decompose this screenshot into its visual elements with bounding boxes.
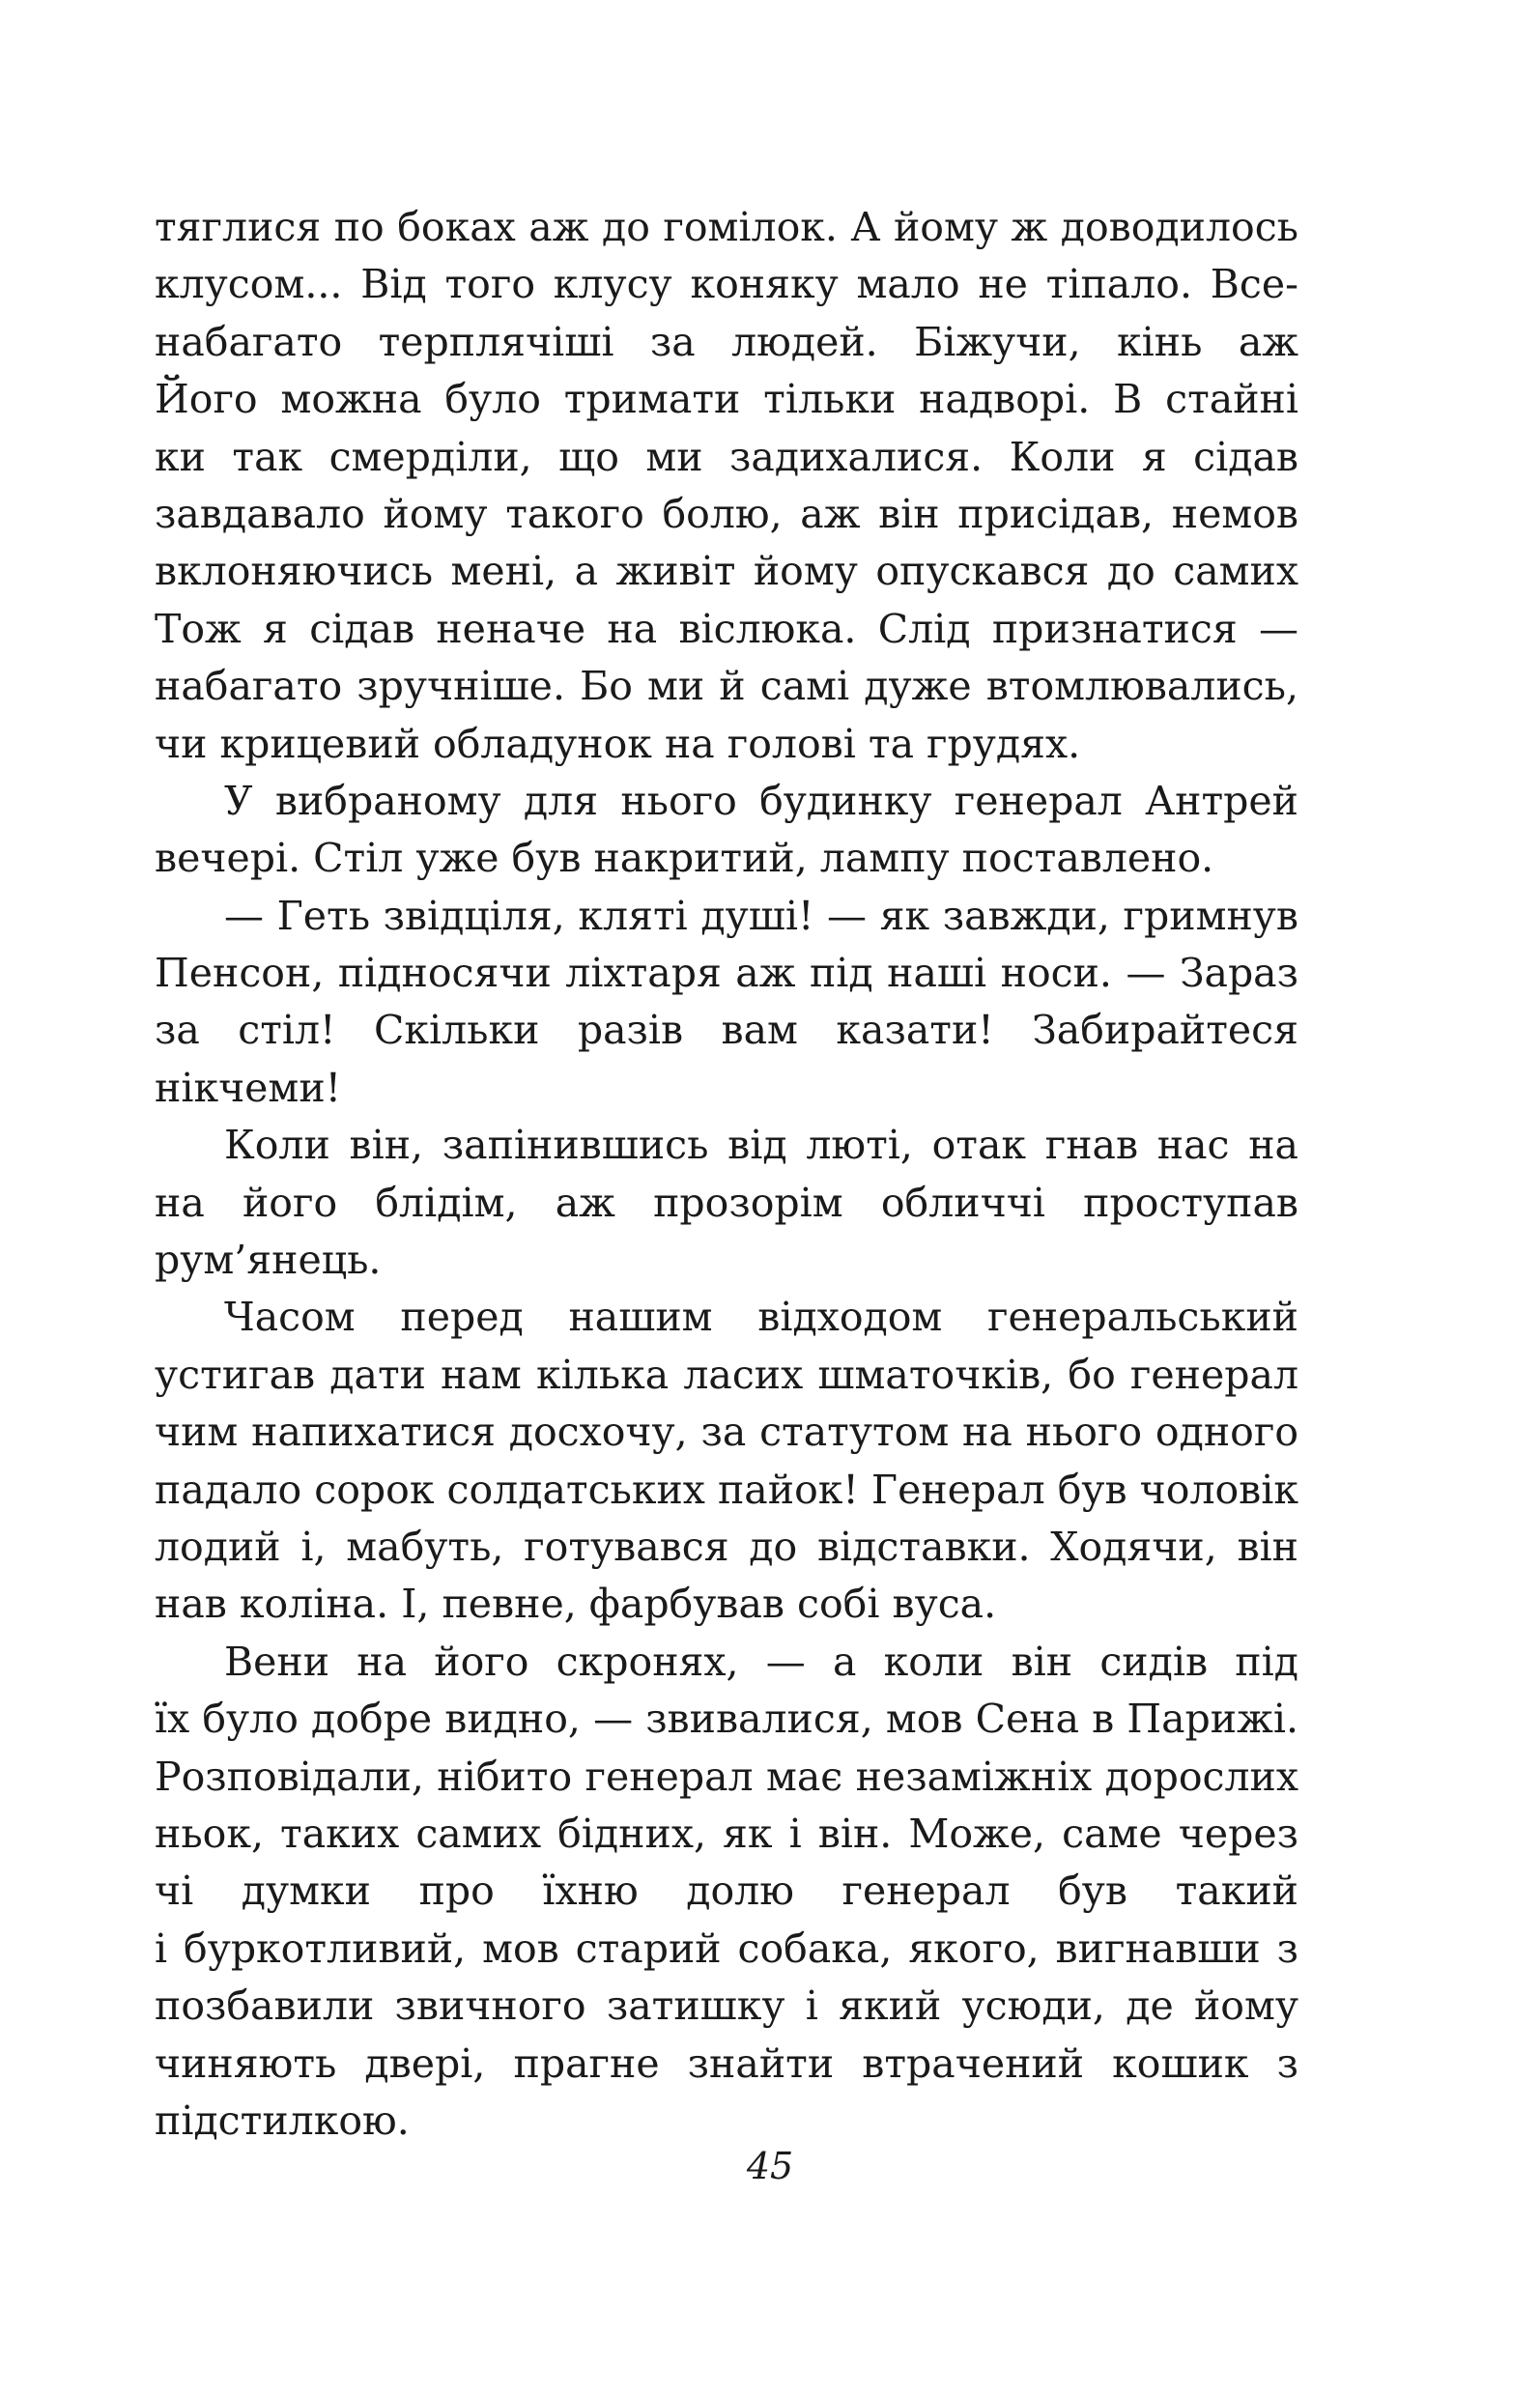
- text-line: на його блідім, аж прозорім обличчі проступав: [155, 1179, 1298, 1226]
- text-line: вечері. Стіл уже був накритий, лампу поставлено.: [155, 835, 1214, 882]
- paragraph: [155, 1289, 1298, 1633]
- text-line: підстилкою.: [155, 2096, 410, 2144]
- text-line: завдавало йому такого болю, аж він присідав, немов: [155, 490, 1298, 537]
- text-line: Тож я сідав неначе на віслюка. Слід признатися —: [155, 605, 1298, 652]
- text-line: позбавили звичного затишку і який усюди, де йому: [155, 1982, 1298, 2030]
- text-line: чим напихатися досхочу, за статутом на нього одного: [155, 1409, 1298, 1456]
- body-text: [155, 199, 1298, 2150]
- text-line: Розповідали, нібито генерал має незаміжніх дорослих: [155, 1753, 1298, 1800]
- text-line: тяглися по боках аж до гомілок. А йому ж доводилось: [155, 204, 1298, 250]
- paragraph: [155, 773, 1298, 888]
- text-line: — Геть звідціля, кляті душі! — як завжди, гримнув: [224, 892, 1298, 939]
- paragraph: [155, 199, 1298, 773]
- text-line: устигав дати нам кілька ласих шматочків, бо генерал: [155, 1351, 1298, 1398]
- page-number: 45: [746, 2145, 794, 2187]
- text-line: рум’янець.: [155, 1237, 382, 1284]
- text-line: набагато терплячіші за людей. Біжучи, кінь аж: [155, 318, 1298, 365]
- text-line: Коли він, запінившись від люті, отак гнав нас на: [224, 1122, 1298, 1169]
- paragraph: [155, 1634, 1298, 2151]
- text-line: чі думки про їхню долю генерал був такий: [155, 1868, 1298, 1915]
- text-line: Часом перед нашим відходом генеральський: [224, 1294, 1298, 1341]
- text-line: їх було добре видно, — звивалися, мов Сена в Парижі.: [155, 1696, 1298, 1743]
- text-line: ньок, таких самих бідних, як і він. Може, саме через: [155, 1810, 1298, 1857]
- text-line: чиняють двері, прагне знайти втрачений кошик з: [155, 2039, 1298, 2087]
- text-line: нікчеми!: [155, 1064, 342, 1111]
- text-line: Вени на його скронях, — а коли він сидів під: [224, 1638, 1298, 1685]
- text-line: Його можна було тримати тільки надворі. В стайні: [155, 376, 1298, 423]
- text-line: лодий і, мабуть, готувався до відставки. Ходячи, він: [155, 1523, 1298, 1570]
- text-line: нав коліна. І, певне, фарбував собі вуса.: [155, 1581, 997, 1628]
- paragraph: [155, 888, 1298, 1118]
- text-line: набагато зручніше. Бо ми й самі дуже втомлювались,: [155, 663, 1298, 710]
- paragraph: [155, 1117, 1298, 1289]
- text-line: клусом... Від того клусу коняку мало не тіпало. Все-: [155, 261, 1298, 308]
- text-line: падало сорок солдатських пайок! Генерал був чоловік: [155, 1466, 1298, 1513]
- text-line: вклоняючись мені, а живіт йому опускався до самих: [155, 548, 1298, 595]
- text-line: за стіл! Скільки разів вам казати! Забирайтеся: [155, 1007, 1298, 1054]
- text-line: У вибраному для нього будинку генерал Антрей: [224, 777, 1298, 824]
- text-line: чи крицевий обладунок на голові та грудях.: [155, 720, 1081, 767]
- text-line: і буркотливий, мов старий собака, якого, вигнавши з: [155, 1925, 1298, 1972]
- text-line: ки так смерділи, що ми задихалися. Коли я сідав: [155, 433, 1298, 480]
- text-line: Пенсон, підносячи ліхтаря аж під наші носи. — Зараз: [155, 950, 1298, 997]
